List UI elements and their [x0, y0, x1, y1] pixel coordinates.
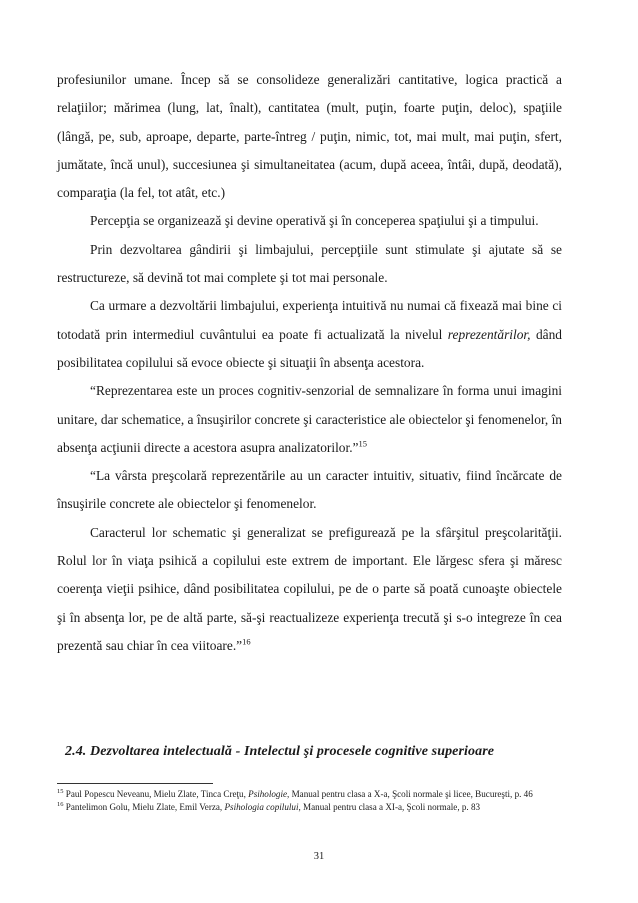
paragraph-intuitive-experience: [57, 292, 562, 377]
footnote-separator: [57, 783, 213, 784]
paragraph-text: dând posibilitatea copilului să evoce obiecte şi situaţii în absenţa acestora.: [57, 326, 562, 370]
footnote-number: 16: [57, 800, 64, 808]
page-number: 31: [313, 851, 325, 862]
footnote-book-title: Psihologia copilului: [224, 802, 299, 812]
emphasized-term: reprezentărilor,: [447, 326, 531, 342]
paragraph-continuation: [57, 66, 562, 207]
paragraph-thinking-language: [57, 236, 562, 293]
footnote-16: [57, 801, 567, 814]
paragraph-text: Percepţia se organizează şi devine operativă şi în conceperea spaţiului şi a timpului.: [90, 213, 539, 229]
footnote-15: [57, 788, 567, 801]
footnote-text: , Manual pentru clasa a X-a, Şcoli normale şi licee, Bucureşti, p. 46: [287, 789, 533, 799]
paragraph-text: Caracterul lor schematic şi generalizat se prefigurează pe la sfârşitul preşcolarităţii. Rolul lor în viaţa psihică a copilului este extrem de important. Ele lărgesc sfera şi măresc coerenţa vieţii psihice, dând posibilitatea copilului, pe de o parte să poată cunoaşte obiectele şi în absenţa lor, pe de altă parte, să-şi reactualizeze experienţa trecută şi s-o integreze în cea prezentă sau chiar în cea viitoare.”: [57, 524, 562, 653]
footnote-text: Paul Popescu Neveanu, Mielu Zlate, Tinca Creţu,: [65, 789, 249, 799]
body-text: [57, 66, 562, 660]
footnote-text: , Manual pentru clasa a XI-a, Şcoli normale, p. 83: [298, 802, 481, 812]
paragraph-text: “Reprezentarea este un proces cognitiv-senzorial de semnalizare în forma unui imagini unitare, dar schematice, a însuşirilor concrete şi caracteristice ale obiectelor şi fenomenelor, în absenţa acţiunii directe a acestora asupra analizatorilor.”: [57, 383, 562, 455]
footnote-number: 15: [57, 787, 64, 795]
paragraph-text: “La vârsta preşcolară reprezentările au un caracter intuitiv, situativ, fiind încărcate de însuşirile concrete ale obiectelor şi fenomenelor.: [57, 468, 562, 512]
paragraph-perception-space-time: [57, 207, 562, 235]
footnote-reference: 16: [242, 636, 251, 647]
footnotes: [57, 788, 567, 814]
paragraph-text: Prin dezvoltarea gândirii şi limbajului, percepţiile sunt stimulate şi ajutate să se restructureze, să devină tot mai complete şi tot mai personale.: [57, 241, 562, 286]
paragraph-representation-definition: [57, 377, 562, 462]
footnote-book-title: Psihologie: [248, 789, 288, 799]
paragraph-schematic-character: [57, 519, 562, 660]
footnote-text: Pantelimon Golu, Mielu Zlate, Emil Verza,: [65, 802, 225, 812]
paragraph-text: profesiunilor umane. Încep să se consolideze generalizări cantitative, logica practică a relaţiilor; mărimea (lung, lat, înalt), cantitatea (mult, puţin, foarte puţin, deloc), spaţiile (lângă, pe, sub, aproape, departe, parte-întreg / puţin, nimic, tot, mai mult, mai puţin, sfert, jumătate, încă unul), succesiunea şi simultaneitatea (acum, după aceea, întâi, după, deodată), comparaţia (la fel, tot atât, etc.): [57, 72, 562, 201]
section-heading: 2.4. Dezvoltarea intelectuală - Intelectul şi procesele cognitive superioare: [65, 744, 495, 759]
paragraph-text: Ca urmare a dezvoltării limbajului, experienţa intuitivă nu numai că fixează mai bine ci totodată prin intermediul cuvântului ea poate fi actualizată la nivelul: [57, 298, 562, 342]
paragraph-preschool-representations: [57, 462, 562, 519]
footnote-reference: 15: [358, 438, 368, 449]
